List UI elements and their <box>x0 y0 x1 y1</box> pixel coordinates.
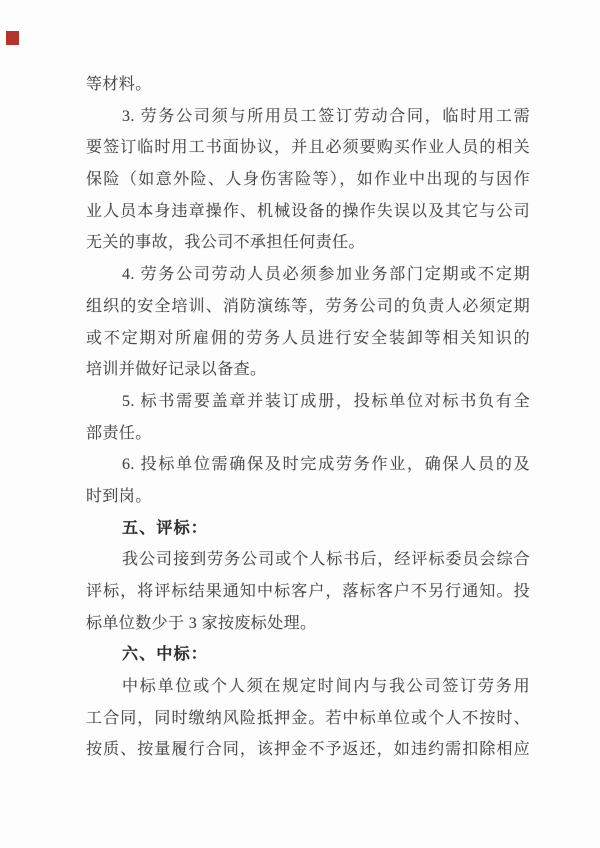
document-line: 组织的安全培训、消防演练等，劳务公司的负责人必须定期 <box>86 297 530 315</box>
document-line: 无关的事故，我公司不承担任何责任。 <box>86 234 365 252</box>
document-line: 评标，将评标结果通知中标客户，落标客户不另行通知。投 <box>86 583 530 600</box>
document-line: 工合同，同时缴纳风险抵押金。若中标单位或个人不按时、 <box>86 709 530 727</box>
document-line: 或不定期对所雇佣的劳务人员进行安全装卸等相关知识的 <box>86 329 530 347</box>
document-line: 我公司接到劳务公司或个人标书后，经评标委员会综合 <box>122 551 530 569</box>
section-heading: 五、评标： <box>122 519 209 537</box>
document-line: 部责任。 <box>86 424 152 442</box>
document-line: 业人员本身违章操作、机械设备的操作失误以及其它与公司 <box>86 202 530 220</box>
document-line: 中标单位或个人须在规定时间内与我公司签订劳务用 <box>122 678 530 696</box>
text-block <box>86 69 530 766</box>
document-line: 标单位数少于 3 家按废标处理。 <box>86 614 317 632</box>
document-line: 等材料。 <box>86 76 152 93</box>
document-line: 5. 标书需要盖章并装订成册，投标单位对标书负有全 <box>122 392 530 410</box>
document-line: 要签订临时用工书面协议，并且必须要购买作业人员的相关 <box>86 139 530 157</box>
document-line: 培训并做好记录以备查。 <box>86 361 267 379</box>
section-heading: 六、中标： <box>122 646 209 664</box>
document-line: 3. 劳务公司须与所用员工签订劳动合同，临时用工需 <box>122 107 530 125</box>
document-line: 6. 投标单位需确保及时完成劳务作业，确保人员的及 <box>122 456 530 474</box>
document-line: 时到岗。 <box>86 487 152 505</box>
document-line: 4. 劳务公司劳动人员必须参加业务部门定期或不定期 <box>122 266 530 284</box>
red-stamp-mark <box>6 31 19 45</box>
document-line: 保险（如意外险、人身伤害险等），如作业中出现的与因作 <box>86 171 530 189</box>
document-line: 按质、按量履行合同，该押金不予返还，如违约需扣除相应 <box>86 741 530 759</box>
